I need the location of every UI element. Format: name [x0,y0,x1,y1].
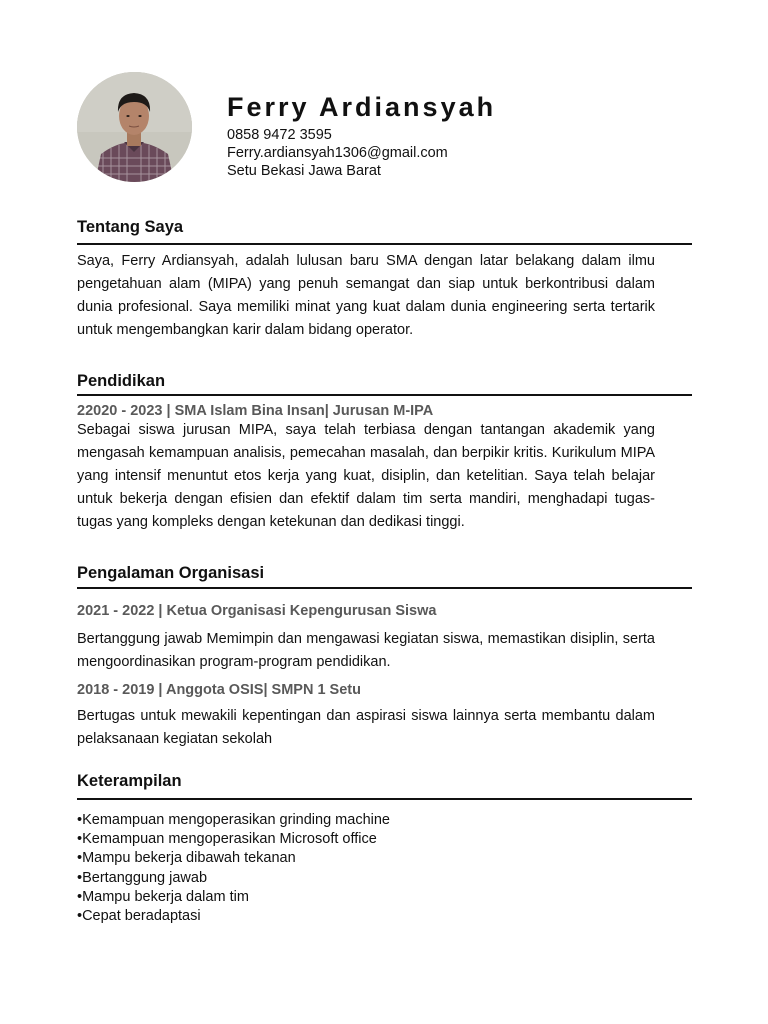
email-address: Ferry.ardiansyah1306@gmail.com [227,145,448,161]
skill-item: • Mampu bekerja dibawah tekanan [77,849,390,868]
section-divider [77,243,692,245]
section-divider [77,798,692,800]
skill-item: • Cepat beradaptasi [77,907,390,926]
skills-list [77,811,390,926]
organization-entry-text: Bertanggung jawab Memimpin dan mengawasi kegiatan siswa, memastikan disiplin, serta mengoordinasikan program-program pendidikan. [77,631,655,670]
education-entry-heading: 22020 - 2023 | SMA Islam Bina Insan| Jurusan M-IPA [77,403,434,419]
phone-number: 0858 9472 3595 [227,127,332,143]
profile-photo [77,72,192,182]
skill-item: • Kemampuan mengoperasikan Microsoft office [77,830,390,849]
about-text: Saya, Ferry Ardiansyah, adalah lulusan baru SMA dengan latar belakang dalam ilmu pengetahuan alam (MIPA) yang penuh semangat dan siap untuk berkontribusi dalam dunia profesional. Saya memiliki minat yang kuat dalam dunia engineering serta tertarik untuk mengembangkan karir dalam bidang operator. [77,253,655,338]
education-entry-text: Sebagai siswa jurusan MIPA, saya telah terbiasa dengan tantangan akademik yang mengasah kemampuan analisis, pemecahan masalah, dan berpikir kritis. Kurikulum MIPA yang intensif menuntut etos kerja yang kuat, disiplin, dan ketelitian. Saya telah belajar untuk bekerja dengan efisien dan efektif dalam tim serta mandiri, menghadapi tugas-tugas yang kompleks dengan ketekunan dan dedikasi tinggi. [77,422,655,530]
section-title-skills: Keterampilan [77,772,182,790]
skill-item: • Kemampuan mengoperasikan grinding machine [77,811,390,830]
profile-photo-illustration [77,72,192,182]
section-title-about: Tentang Saya [77,218,184,236]
section-divider [77,394,692,396]
home-address: Setu Bekasi Jawa Barat [227,163,381,179]
skill-item: • Bertanggung jawab [77,869,390,888]
section-title-education: Pendidikan [77,372,166,390]
section-title-organization: Pengalaman Organisasi [77,564,265,582]
organization-entry-heading: 2021 - 2022 | Ketua Organisasi Kepengurusan Siswa [77,603,437,619]
candidate-name: Ferry Ardiansyah [227,92,497,122]
organization-entry-text: Bertugas untuk mewakili kepentingan dan aspirasi siswa lainnya serta membantu dalam pelaksanaan kegiatan sekolah [77,708,655,747]
skill-item: • Mampu bekerja dalam tim [77,888,390,907]
organization-entry-heading: 2018 - 2019 | Anggota OSIS| SMPN 1 Setu [77,682,361,698]
section-divider [77,587,692,589]
